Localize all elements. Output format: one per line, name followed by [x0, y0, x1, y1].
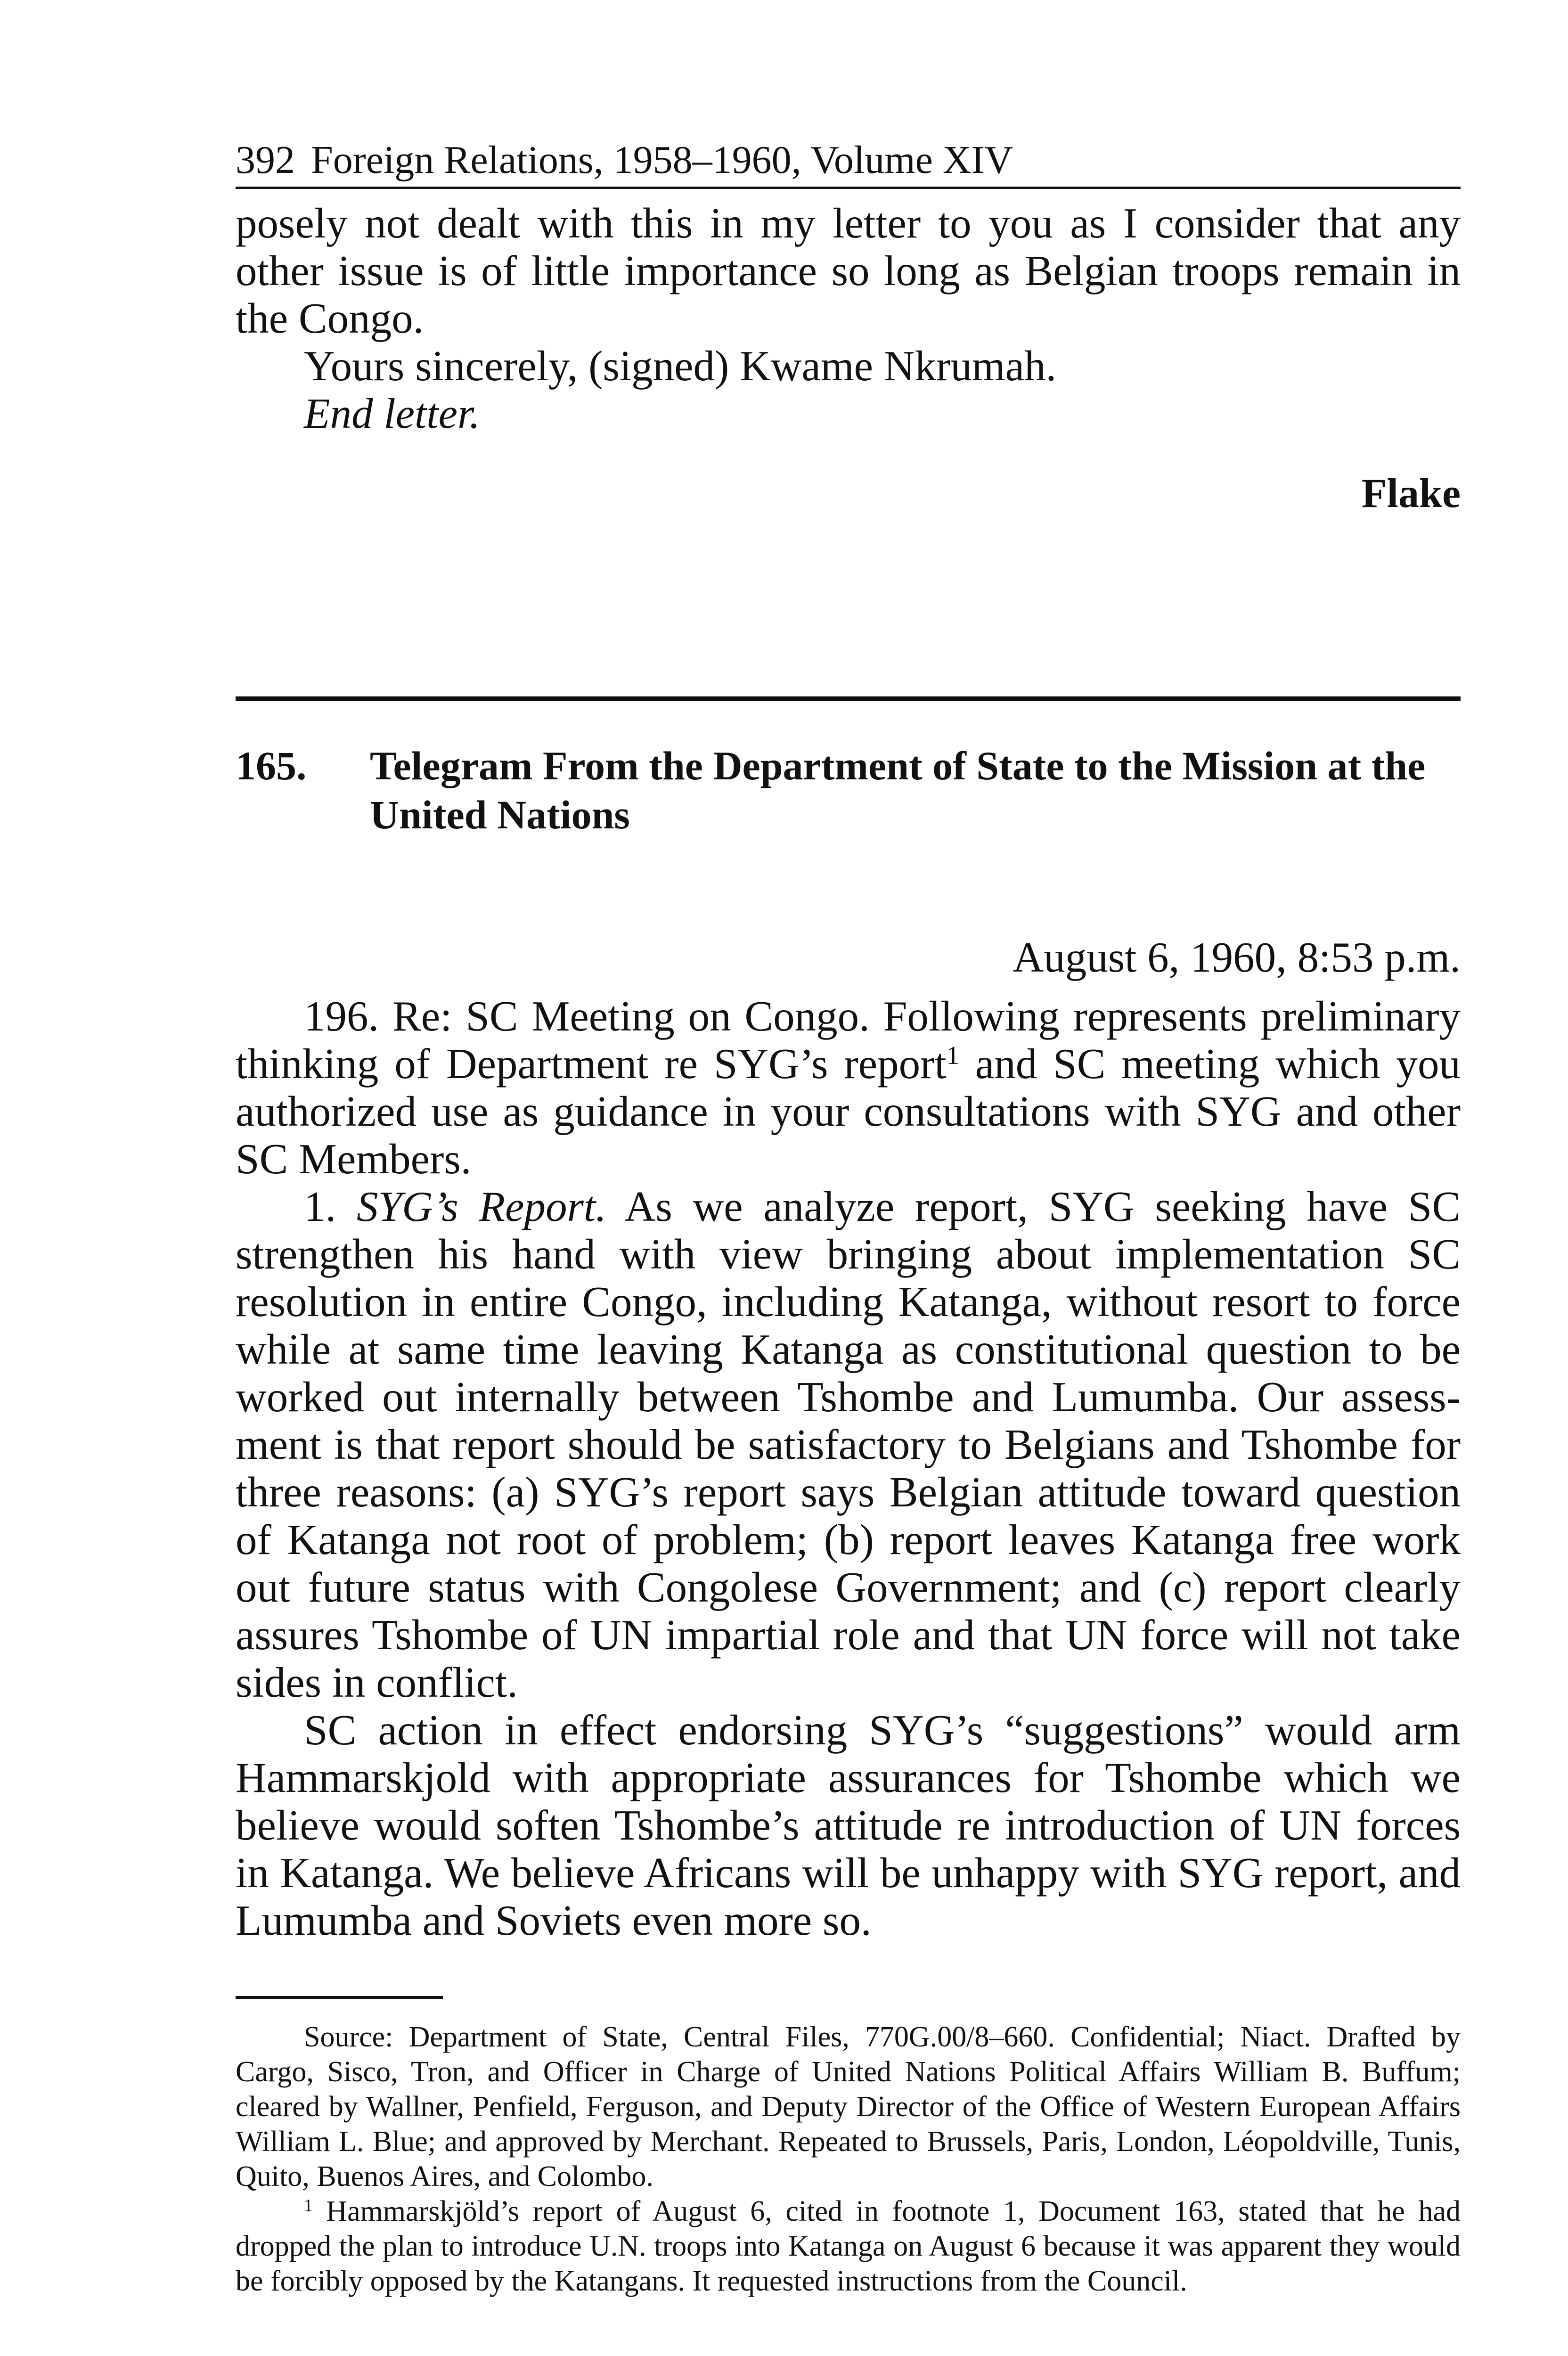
- paragraph-1-text-a: 196. Re: SC Meeting on Congo. Following represents preliminary thinking of Department re SYG’s report: [236, 992, 1461, 1088]
- series-title: Foreign Relations, 1958–1960, Volume XIV: [311, 138, 1013, 182]
- footnote-divider: [236, 1996, 443, 1999]
- paragraph-2: [236, 1183, 1461, 1706]
- paragraph-2-lead: 1.: [304, 1183, 357, 1230]
- source-note: Source: Department of State, Central Files, 770G.00/8–660. Confidential; Niact. Drafted by Cargo, Sisco, Tron, and Officer in Charge of United Nations Political Affairs William B. Buffum; cleared by Wallner, Penfield, Ferguson, and Deputy Director of the Office of Western European Affairs William L. Blue; and approved by Merchant. Repeated to Brussels, Paris, London, Léopoldville, Tunis, Quito, Buenos Aires, and Colombo.: [236, 2021, 1461, 2192]
- end-letter-marker: End letter.: [304, 390, 481, 437]
- page: [236, 137, 1461, 2299]
- document-number: 165.: [236, 743, 307, 788]
- paragraph-3: SC action in effect endorsing SYG’s “suggestions” would arm Hammarskjold with appropriate assurances for Tshombe which we believe would soften Tshombe’s attitude re introduction of UN forces in Katanga. We believe Africans will be unhappy with SYG report, and Lumumba and Soviets even more so.: [236, 1706, 1461, 1944]
- page-number: 392: [236, 138, 295, 182]
- footnote-ref-1: 1: [946, 1040, 959, 1070]
- signature-line: Yours sincerely, (signed) Kwame Nkrumah.: [304, 342, 1057, 390]
- footnote-1-marker: 1: [304, 2196, 313, 2216]
- paragraph-1: [236, 992, 1461, 1183]
- running-head: [236, 137, 1461, 189]
- paragraph-2-text: As we analyze report, SYG seeking have SC strengthen his hand with view bringing about implementation SC resolution in entire Congo, including Katanga, without resort to force while at same time leaving Katanga as constitutional question to be worked out internally between Tshombe and Lumumba. Our assessment is that report should be satisfactory to Belgians and Tshombe for three reasons: (a) SYG’s report says Belgian attitude toward question of Katanga not root of problem; (b) report leaves Katanga free work out future status with Congolese Government; and (c) report clearly assures Tshombe of UN impartial role and that UN force will not take sides in conflict.: [236, 1183, 1461, 1706]
- document-divider: [236, 696, 1461, 701]
- document-heading: [236, 741, 1461, 839]
- dateline: August 6, 1960, 8:53 p.m.: [1013, 933, 1461, 981]
- signer-name: Flake: [1361, 471, 1461, 516]
- footnote-1-text: Hammarskjöld’s report of August 6, cited in footnote 1, Document 163, stated that he had dropped the plan to introduce U.N. troops into Katanga on August 6 because it was apparent they would be forcibly opposed by the Katangans. It requested instructions from the Council.: [236, 2195, 1461, 2297]
- closing-paragraph: posely not dealt with this in my letter to you as I consider that any other issue is of little importance so long as Belgian troops remain in the Congo.: [236, 199, 1461, 342]
- paragraph-1-text-b: and SC meeting which you authorized use as guidance in your consultations with SYG and other SC Members.: [236, 1040, 1461, 1183]
- footnote-1: [236, 2194, 1461, 2299]
- document-title: Telegram From the Department of State to the Mission at the United Nations: [370, 743, 1426, 837]
- paragraph-2-heading: SYG’s Report.: [356, 1183, 606, 1230]
